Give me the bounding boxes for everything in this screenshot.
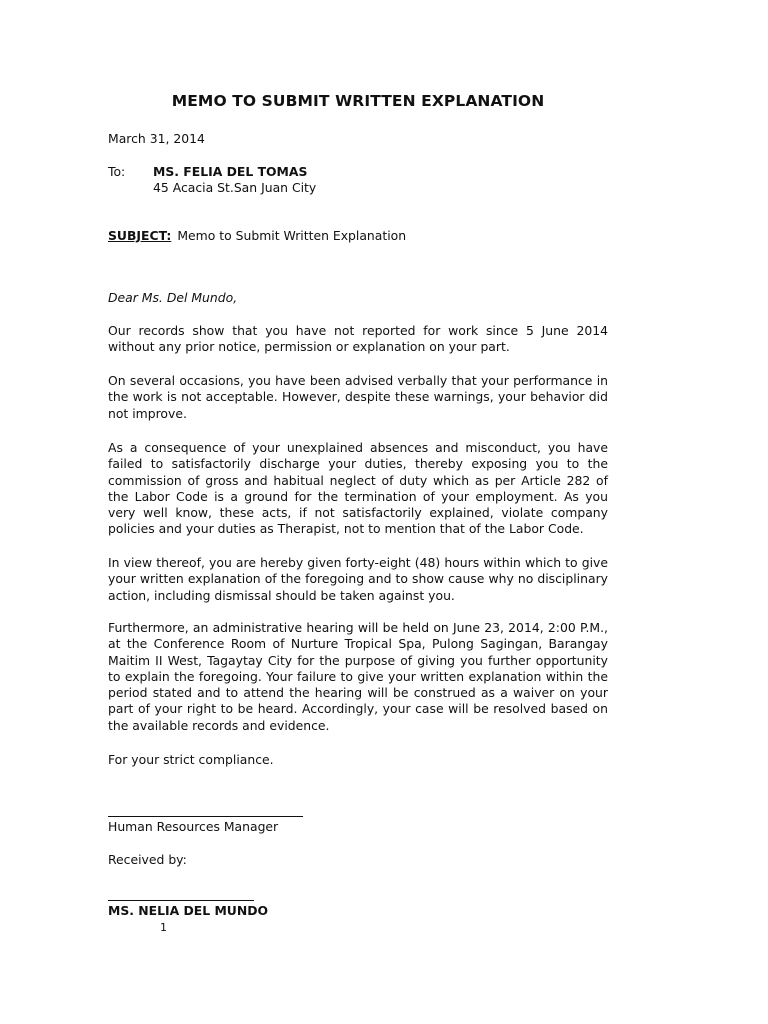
compliance-line: For your strict compliance.: [108, 752, 274, 767]
recipient-name: MS. FELIA DEL TOMAS: [153, 164, 308, 179]
memo-title: MEMO TO SUBMIT WRITTEN EXPLANATION: [171, 92, 545, 110]
signature-line: [108, 816, 303, 817]
received-by-label: Received by:: [108, 852, 187, 867]
body-paragraph-4: In view thereof, you are hereby given forty-eight (48) hours within which to give your written explanation of the foregoing and to show cause why no disciplinary action, including dismissal should be taken against you.: [108, 555, 608, 603]
subject-label: SUBJECT:: [108, 228, 172, 243]
subject-line: [108, 228, 406, 244]
subject-text: Memo to Submit Written Explanation: [177, 228, 407, 243]
salutation: Dear Ms. Del Mundo,: [108, 290, 238, 305]
recipient-address: 45 Acacia St.San Juan City: [153, 180, 317, 195]
body-paragraph-3: As a consequence of your unexplained absences and misconduct, you have failed to satisfactorily discharge your duties, thereby exposing you to the commission of gross and habitual neglect of duty which as per Article 282 of the Labor Code is a ground for the termination of your employment. As you very well know, these acts, if not satisfactorily explained, violate company policies and your duties as Therapist, not to mention that of the Labor Code.: [108, 440, 608, 537]
body-paragraph-5: Furthermore, an administrative hearing will be held on June 23, 2014, 2:00 P.M., at the Conference Room of Nurture Tropical Spa, Pulong Sagingan, Barangay Maitim II West, Tagaytay City for the purpose of giving you further opportunity to explain the foregoing. Your failure to give your written explanation within the period stated and to attend the hearing will be construed as a waiver on your part of your right to be heard. Accordingly, your case will be resolved based on the available records and evidence.: [108, 620, 608, 733]
signatory-title: Human Resources Manager: [108, 819, 279, 834]
body-paragraph-1: Our records show that you have not reported for work since 5 June 2014 without any prior notice, permission or explanation on your part.: [108, 323, 608, 355]
receiver-signature-line: [108, 900, 254, 901]
body-paragraph-2: On several occasions, you have been advised verbally that your performance in the work is not acceptable. However, despite these warnings, your behavior did not improve.: [108, 373, 608, 421]
memo-date: March 31, 2014: [108, 131, 205, 146]
to-label: To:: [108, 164, 126, 179]
receiver-name: MS. NELIA DEL MUNDO: [108, 903, 269, 918]
page-number: 1: [160, 921, 167, 934]
